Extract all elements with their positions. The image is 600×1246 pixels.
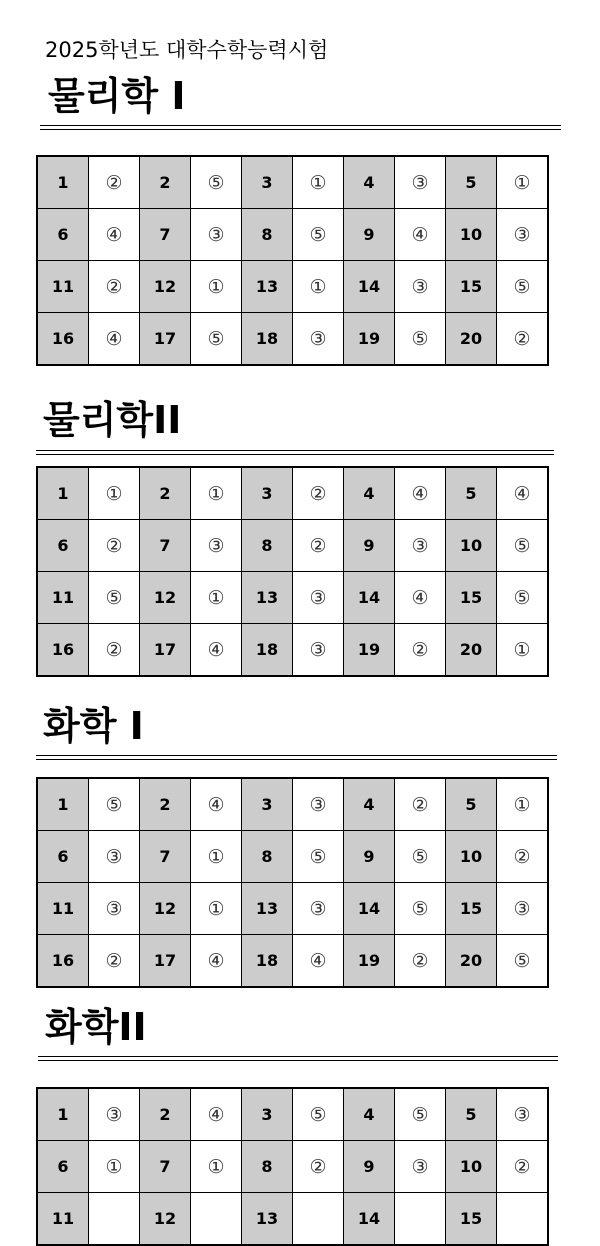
answer-cell [497, 1193, 549, 1246]
question-number: 15 [446, 883, 497, 935]
question-number: 8 [242, 520, 293, 572]
answer-cell: ④ [395, 209, 446, 261]
answer-cell: ① [89, 1141, 140, 1193]
question-number: 5 [446, 1088, 497, 1141]
answer-cell [89, 1193, 140, 1246]
question-number: 8 [242, 831, 293, 883]
answer-cell: ④ [395, 467, 446, 520]
question-number: 2 [140, 156, 191, 209]
question-number: 10 [446, 831, 497, 883]
question-number: 18 [242, 624, 293, 677]
question-number: 16 [37, 624, 89, 677]
answer-cell: ⑤ [497, 520, 549, 572]
answer-cell: ⑤ [395, 313, 446, 366]
answer-cell: ⑤ [497, 261, 549, 313]
answer-cell: ③ [89, 831, 140, 883]
question-number: 10 [446, 520, 497, 572]
question-number: 18 [242, 313, 293, 366]
question-number: 3 [242, 467, 293, 520]
answer-cell: ② [89, 624, 140, 677]
question-number: 20 [446, 624, 497, 677]
answer-cell: ③ [497, 209, 549, 261]
question-number: 19 [344, 624, 395, 677]
question-number: 2 [140, 778, 191, 831]
answer-cell: ① [191, 467, 242, 520]
question-number: 12 [140, 572, 191, 624]
answer-cell: ③ [293, 883, 344, 935]
answer-cell: ② [497, 313, 549, 366]
question-number: 13 [242, 1193, 293, 1246]
answer-cell: ⑤ [89, 572, 140, 624]
answer-cell: ① [191, 261, 242, 313]
answer-cell: ④ [191, 778, 242, 831]
answer-cell: ⑤ [395, 831, 446, 883]
answer-cell: ② [293, 467, 344, 520]
answer-cell: ⑤ [191, 313, 242, 366]
section-title: 화학II [45, 1005, 147, 1049]
answer-cell: ① [497, 778, 549, 831]
answer-cell: ④ [191, 1088, 242, 1141]
answer-cell: ① [89, 467, 140, 520]
answer-cell: ③ [293, 572, 344, 624]
question-number: 8 [242, 209, 293, 261]
question-number: 16 [37, 313, 89, 366]
answer-cell: ④ [89, 313, 140, 366]
answer-cell: ④ [191, 935, 242, 988]
question-number: 9 [344, 831, 395, 883]
question-number: 7 [140, 831, 191, 883]
question-number: 10 [446, 1141, 497, 1193]
question-number: 6 [37, 831, 89, 883]
section-title: 화학 I [43, 704, 144, 748]
answer-cell [395, 1193, 446, 1246]
answer-cell: ③ [293, 313, 344, 366]
question-number: 5 [446, 467, 497, 520]
question-number: 6 [37, 209, 89, 261]
answer-cell: ④ [89, 209, 140, 261]
table-row [37, 1088, 548, 1141]
answer-cell: ④ [395, 572, 446, 624]
question-number: 4 [344, 1088, 395, 1141]
title-underline [38, 1056, 558, 1061]
answer-cell: ④ [191, 624, 242, 677]
answer-cell: ③ [89, 883, 140, 935]
answer-cell: ④ [497, 467, 549, 520]
answer-cell: ① [191, 883, 242, 935]
answer-cell: ③ [191, 520, 242, 572]
question-number: 1 [37, 778, 89, 831]
question-number: 11 [37, 261, 89, 313]
question-number: 12 [140, 261, 191, 313]
answer-cell [191, 1193, 242, 1246]
answer-cell: ⑤ [497, 935, 549, 988]
table-row [37, 1141, 548, 1193]
question-number: 13 [242, 883, 293, 935]
question-number: 1 [37, 1088, 89, 1141]
answer-cell: ③ [89, 1088, 140, 1141]
answer-cell: ⑤ [293, 209, 344, 261]
answer-cell: ③ [395, 156, 446, 209]
answer-cell: ① [497, 624, 549, 677]
answer-cell: ① [293, 261, 344, 313]
answer-cell: ⑤ [395, 1088, 446, 1141]
question-number: 20 [446, 935, 497, 988]
answer-cell: ② [395, 935, 446, 988]
question-number: 14 [344, 261, 395, 313]
question-number: 4 [344, 778, 395, 831]
answer-cell: ② [497, 831, 549, 883]
answer-cell: ⑤ [89, 778, 140, 831]
answer-cell: ⑤ [191, 156, 242, 209]
question-number: 1 [37, 467, 89, 520]
answer-cell: ② [293, 520, 344, 572]
answer-cell: ② [497, 1141, 549, 1193]
question-number: 20 [446, 313, 497, 366]
answer-cell: ① [191, 572, 242, 624]
question-number: 17 [140, 624, 191, 677]
answer-cell: ③ [395, 1141, 446, 1193]
question-number: 7 [140, 520, 191, 572]
question-number: 16 [37, 935, 89, 988]
question-number: 8 [242, 1141, 293, 1193]
question-number: 12 [140, 883, 191, 935]
answer-cell: ① [293, 156, 344, 209]
answer-cell: ② [89, 520, 140, 572]
question-number: 4 [344, 156, 395, 209]
answer-cell: ② [395, 624, 446, 677]
question-number: 14 [344, 883, 395, 935]
question-number: 13 [242, 261, 293, 313]
answer-cell: ② [293, 1141, 344, 1193]
answer-cell: ③ [293, 778, 344, 831]
answer-cell: ① [191, 1141, 242, 1193]
answer-cell: ⑤ [293, 1088, 344, 1141]
section-title: 물리학II [43, 398, 182, 442]
question-number: 11 [37, 1193, 89, 1246]
answer-cell: ③ [395, 520, 446, 572]
question-number: 19 [344, 313, 395, 366]
question-number: 15 [446, 1193, 497, 1246]
question-number: 9 [344, 1141, 395, 1193]
question-number: 5 [446, 156, 497, 209]
question-number: 3 [242, 778, 293, 831]
question-number: 15 [446, 572, 497, 624]
answer-cell: ③ [395, 261, 446, 313]
answer-cell: ⑤ [395, 883, 446, 935]
question-number: 2 [140, 1088, 191, 1141]
answer-table [36, 1087, 549, 1246]
answer-cell: ⑤ [293, 831, 344, 883]
answer-cell: ① [191, 831, 242, 883]
question-number: 19 [344, 935, 395, 988]
question-number: 4 [344, 467, 395, 520]
question-number: 14 [344, 572, 395, 624]
table-row [37, 1193, 548, 1246]
answer-cell: ⑤ [497, 572, 549, 624]
question-number: 2 [140, 467, 191, 520]
question-number: 12 [140, 1193, 191, 1246]
question-number: 6 [37, 520, 89, 572]
question-number: 9 [344, 520, 395, 572]
question-number: 3 [242, 156, 293, 209]
question-number: 9 [344, 209, 395, 261]
answer-cell: ② [89, 156, 140, 209]
answer-cell: ① [497, 156, 549, 209]
question-number: 17 [140, 935, 191, 988]
answer-cell: ② [89, 261, 140, 313]
question-number: 7 [140, 209, 191, 261]
answer-cell: ③ [497, 1088, 549, 1141]
section-title: 물리학 I [48, 74, 186, 118]
question-number: 14 [344, 1193, 395, 1246]
question-number: 17 [140, 313, 191, 366]
question-number: 11 [37, 572, 89, 624]
answer-cell: ③ [191, 209, 242, 261]
exam-title: 2025학년도 대학수학능력시험 [45, 38, 329, 62]
question-number: 15 [446, 261, 497, 313]
answer-cell: ③ [497, 883, 549, 935]
question-number: 5 [446, 778, 497, 831]
question-number: 3 [242, 1088, 293, 1141]
question-number: 6 [37, 1141, 89, 1193]
question-number: 18 [242, 935, 293, 988]
answer-cell [293, 1193, 344, 1246]
question-number: 1 [37, 156, 89, 209]
answer-cell: ② [89, 935, 140, 988]
question-number: 11 [37, 883, 89, 935]
answer-cell: ③ [293, 624, 344, 677]
answer-cell: ② [395, 778, 446, 831]
question-number: 13 [242, 572, 293, 624]
question-number: 7 [140, 1141, 191, 1193]
answer-cell: ④ [293, 935, 344, 988]
question-number: 10 [446, 209, 497, 261]
